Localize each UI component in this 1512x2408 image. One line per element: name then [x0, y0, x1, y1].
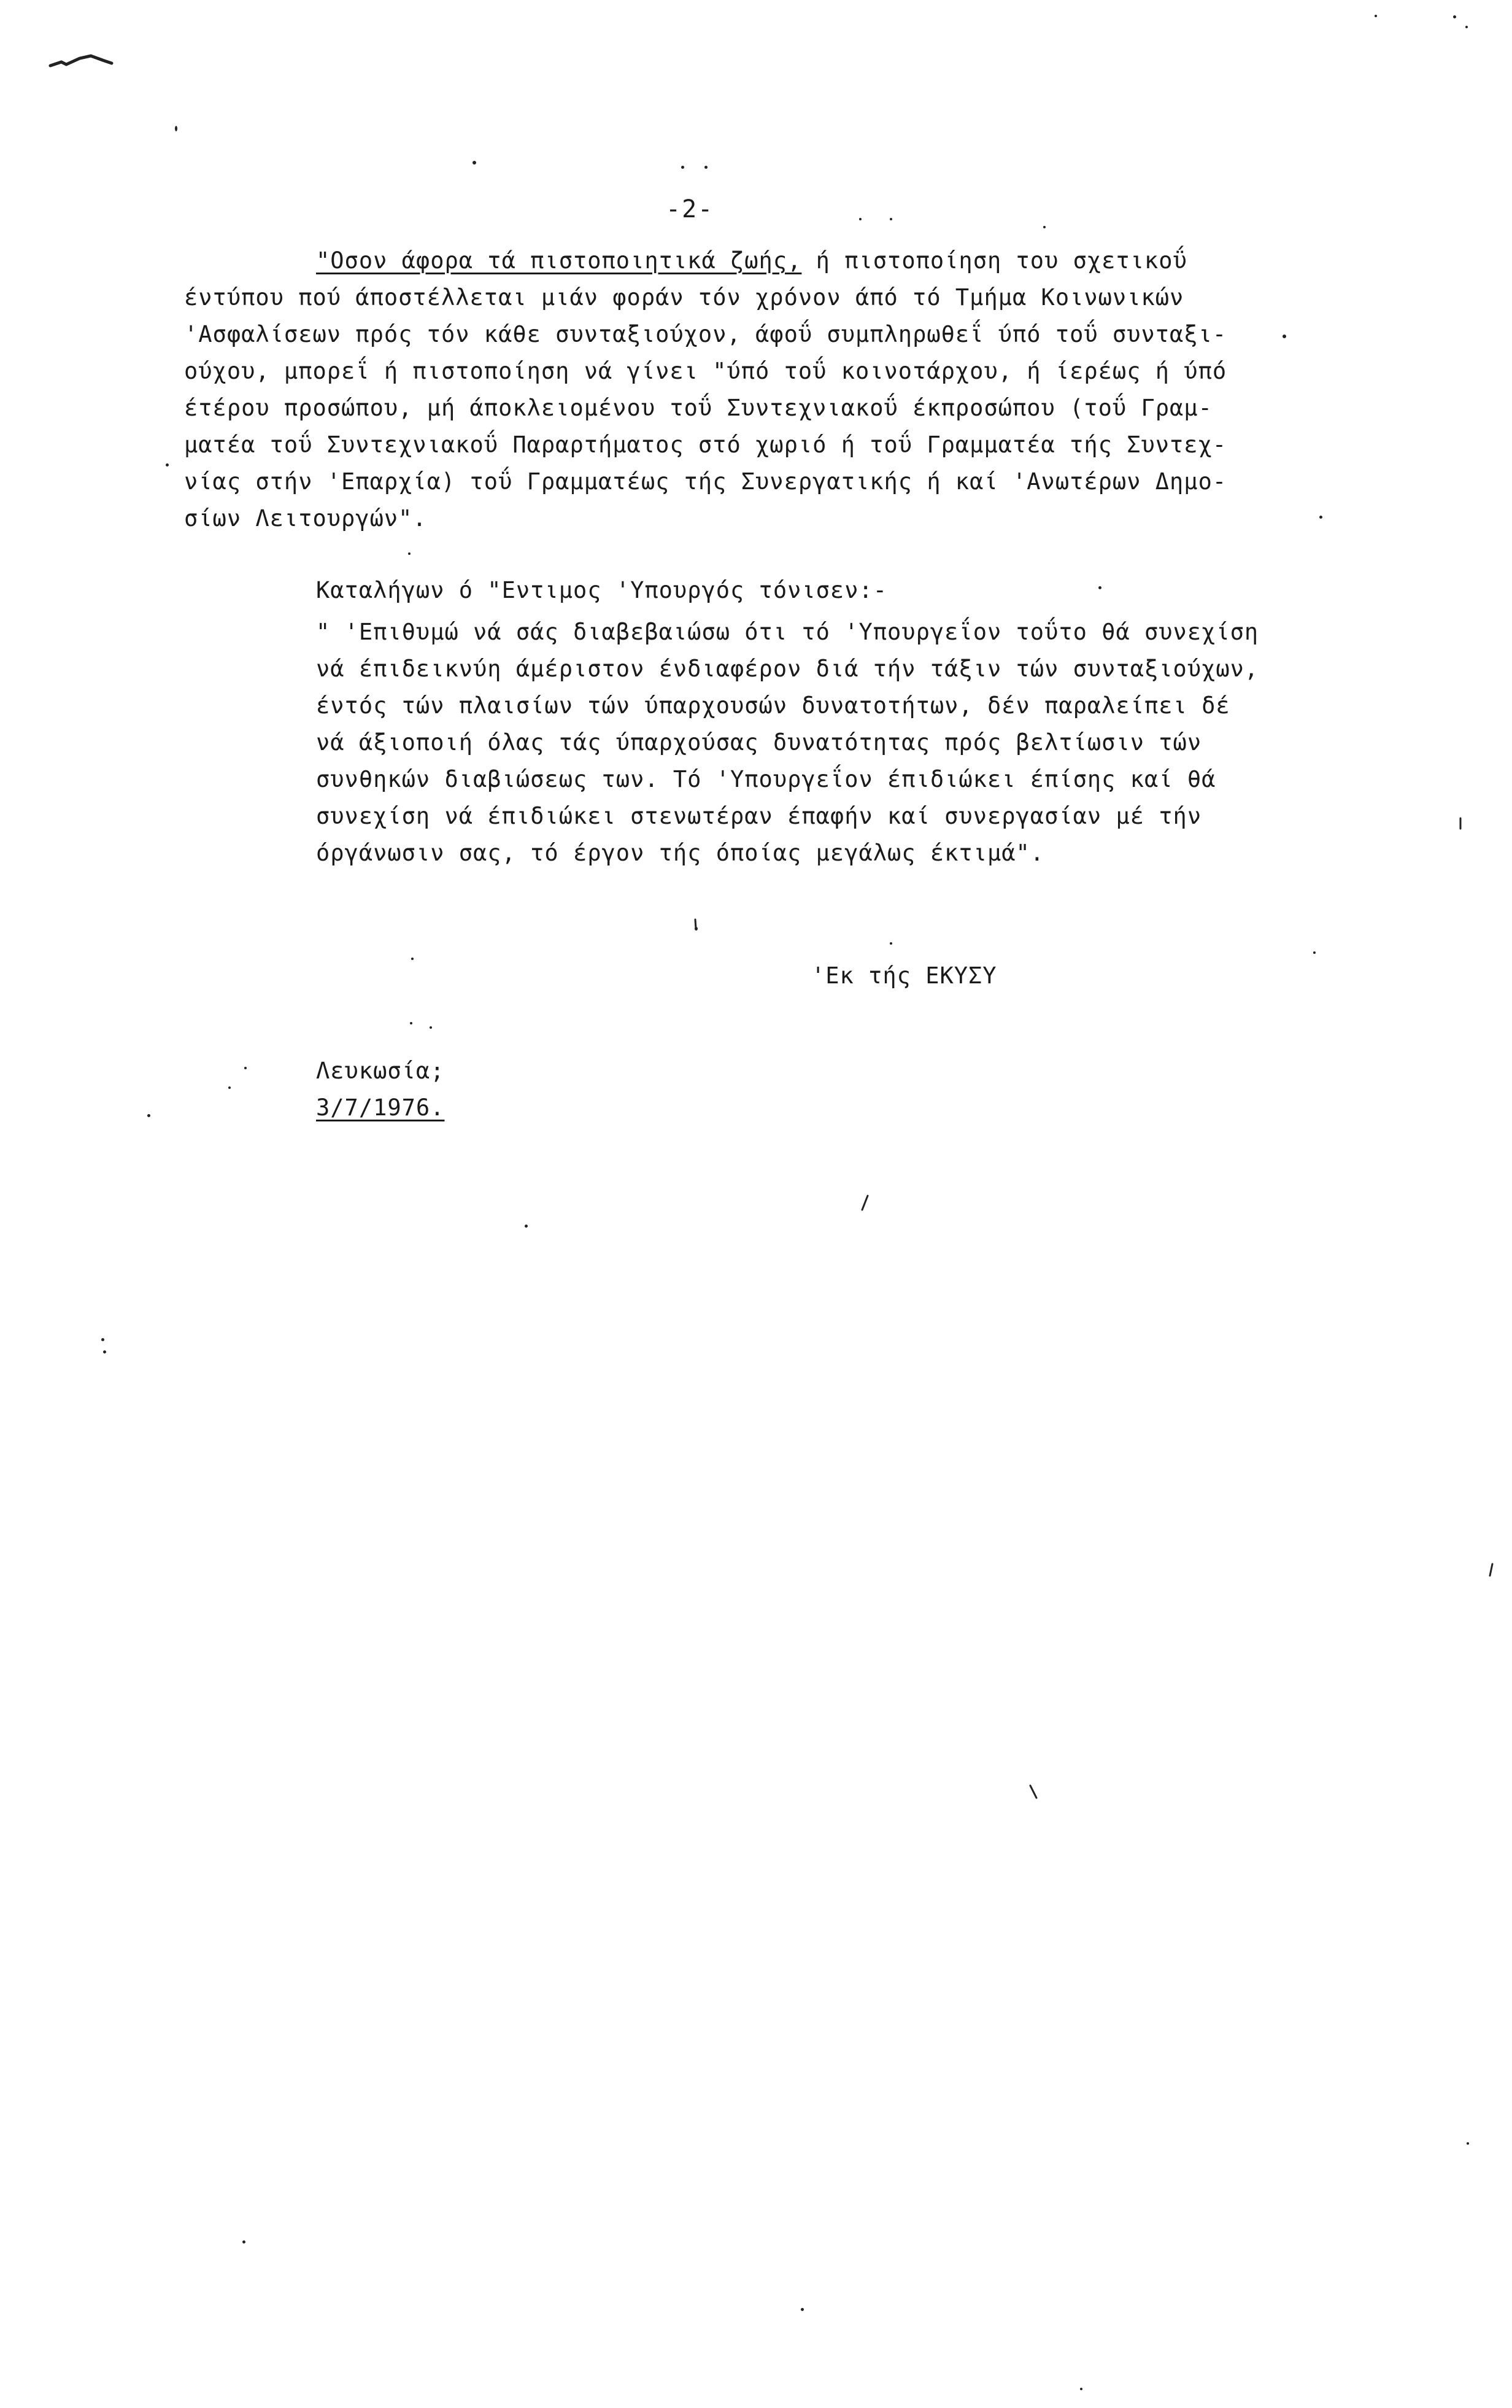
scan-speck — [704, 166, 708, 169]
line-text: ή πιστοποίηση του σχετικοΰ — [801, 247, 1187, 274]
scan-speck — [1465, 26, 1468, 28]
scan-speck — [228, 1086, 231, 1089]
scan-speck — [801, 2308, 804, 2311]
scan-speck — [103, 1350, 106, 1353]
scan-speck — [166, 463, 169, 467]
scan-speck — [1282, 335, 1286, 338]
paragraph-line — [184, 242, 1313, 279]
quote-line: έντός τών πλαισίων τών ύπαρχουσών δυνατοτήτων, δέν παραλείπει δέ — [316, 692, 1230, 719]
paragraph-line: ματέα τοΰ Συντεχνιακοΰ Παραρτήματος στό χωριό ή τοΰ Γραμματέα τής Συντεχ- — [184, 432, 1227, 458]
paragraph-line: ούχου, μπορεΐ ή πιστοποίηση νά γίνει "ύπό τοΰ κοινοτάρχου, ή ίερέως ή ύπό — [184, 358, 1227, 384]
scan-speck — [410, 1022, 412, 1024]
date-line — [316, 1090, 444, 1126]
scan-stroke — [1485, 1562, 1497, 1581]
scan-speck — [1043, 226, 1046, 228]
scan-speck — [681, 166, 684, 169]
scan-speck — [1319, 516, 1322, 519]
underlined-lead: "Οσον άφορα τά πιστοποιητικά ζωής, — [316, 247, 802, 274]
scan-speck — [890, 942, 892, 945]
scan-speck — [1080, 2388, 1082, 2390]
quote-line: όργάνωσιν σας, τό έργον τής όποίας μεγάλως έκτιμά". — [316, 840, 1045, 866]
paragraph-line: έντύπου πού άποστέλλεται μιάν φοράν τόν χρόνον άπό τό Τμήμα Κοινωνικών — [184, 284, 1184, 311]
corner-mark — [48, 52, 115, 77]
scan-speck — [175, 126, 177, 131]
place: Λευκωσία; — [316, 1058, 445, 1084]
scan-speck — [890, 218, 892, 220]
scan-speck — [472, 161, 476, 165]
scan-speck — [408, 552, 411, 555]
scan-speck — [242, 2240, 245, 2243]
quote-line: " 'Επιθυμώ νά σάς διαβεβαιώσω ότι τό 'Υπουργεΐον τοΰτο θά συνεχίση — [316, 619, 1259, 645]
place-date-block — [316, 1053, 444, 1126]
scan-speck — [244, 1067, 247, 1069]
scan-speck — [1467, 2142, 1469, 2145]
scan-stroke — [690, 918, 703, 936]
scan-speck — [1098, 586, 1101, 589]
paragraph-line: σίων Λειτουργών". — [184, 505, 427, 532]
scan-speck — [1453, 15, 1456, 18]
quote-line: νά άξιοποιή όλας τάς ύπαρχούσας δυνατότητας πρός βελτίωσιν τών — [316, 729, 1202, 756]
scan-speck — [411, 958, 414, 960]
paragraph-line: νίας στήν 'Επαρχία) τοΰ Γραμματέως τής Συνεργατικής ή καί 'Ανωτέρων Δημο- — [184, 468, 1227, 495]
quote-line: συνεχίση νά έπιδιώκει στενωτέραν έπαφήν καί συνεργασίαν μέ τήν — [316, 803, 1202, 829]
scan-stroke — [1028, 1783, 1040, 1802]
minister-quote — [184, 614, 1313, 872]
paragraph-certificates — [184, 242, 1313, 537]
paragraph-minister-intro — [184, 572, 1313, 609]
scan-speck — [1313, 951, 1316, 954]
signature: 'Εκ τής ΕΚΥΣΥ — [811, 962, 997, 989]
paragraph-line: Καταλήγων ό "Εντιμος 'Υπουργός τόνισεν:- — [316, 577, 888, 603]
scan-speck — [430, 1026, 432, 1029]
scan-speck — [859, 218, 862, 220]
scan-speck — [147, 1114, 150, 1117]
date: 3/7/1976. — [316, 1094, 445, 1121]
scan-speck — [1375, 15, 1377, 17]
scan-stroke — [1454, 816, 1467, 835]
page-number: -2- — [666, 195, 714, 223]
scan-stroke — [859, 1194, 871, 1212]
scan-speck — [525, 1225, 528, 1228]
quote-line: νά έπιδεικνύη άμέριστον ένδιαφέρον διά τήν τάξιν τών συνταξιούχων, — [316, 656, 1259, 682]
paragraph-line: 'Ασφαλίσεων πρός τόν κάθε συνταξιούχον, άφοΰ συμπληρωθεΐ ύπό τοΰ συνταξι- — [184, 321, 1227, 347]
scan-speck — [101, 1338, 104, 1341]
paragraph-line: έτέρου προσώπου, μή άποκλειομένου τοΰ Συντεχνιακοΰ έκπροσώπου (τοΰ Γραμ- — [184, 395, 1213, 421]
quote-line: συνθηκών διαβιώσεως των. Τό 'Υπουργεΐον έπιδιώκει έπίσης καί θά — [316, 766, 1216, 792]
